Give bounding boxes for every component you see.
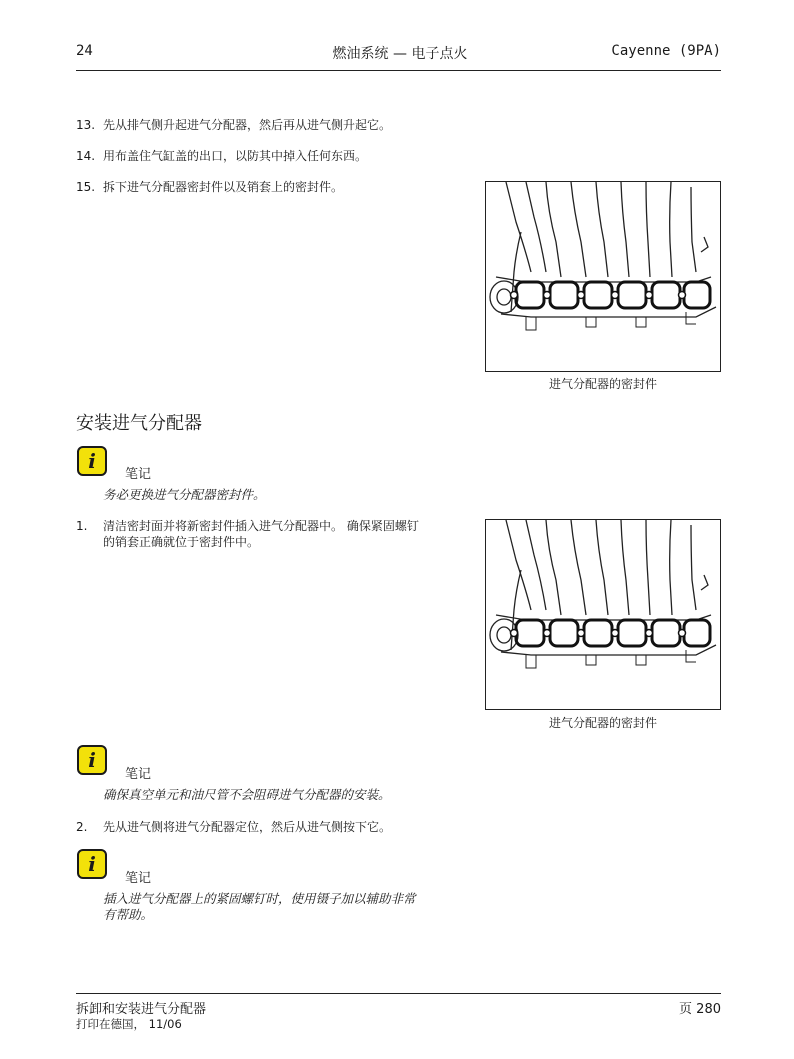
note-label: 笔记 (125, 767, 152, 782)
install-step-1 (76, 519, 476, 553)
step-14 (76, 149, 456, 165)
header-rule (76, 70, 721, 71)
step-number: 13. (76, 118, 96, 132)
section-title: 安装进气分配器 (76, 413, 202, 434)
step-15 (76, 180, 456, 196)
install-step-2 (76, 820, 476, 836)
figure-caption: 进气分配器的密封件 (548, 716, 657, 730)
intake-manifold-drawing (486, 182, 720, 371)
note-text-line1: 插入进气分配器上的紧固螺钉时，使用镊子加以辅助非常 (103, 891, 416, 906)
figure-caption: 进气分配器的密封件 (548, 377, 657, 391)
step-text-line1: 清洁密封面并将新密封件插入进气分配器中。 确保紧固螺钉 (103, 519, 419, 533)
step-13 (76, 118, 456, 134)
chapter-title: 燃油系统 — 电子点火 (332, 46, 468, 62)
print-info: 打印在德国， 11/06 (76, 1017, 182, 1031)
note-text: 务必更换进气分配器密封件。 (103, 487, 266, 502)
note-text: 确保真空单元和油尺管不会阻碍进气分配器的安装。 (103, 787, 391, 802)
page-number: 24 (76, 43, 93, 59)
intake-manifold-gasket-figure (485, 181, 721, 372)
intake-manifold-gasket-figure (485, 519, 721, 710)
model-name: Cayenne (9PA) (611, 43, 721, 59)
note-text-line2: 有帮助。 (103, 907, 154, 922)
step-text: 先从排气侧升起进气分配器，然后再从进气侧升起它。 (103, 118, 392, 132)
info-icon: i (77, 745, 107, 775)
info-icon: i (77, 849, 107, 879)
intake-manifold-drawing (486, 520, 720, 709)
page-label: 页 280 (679, 1002, 721, 1017)
step-text: 先从进气侧将进气分配器定位，然后从进气侧按下它。 (103, 820, 392, 834)
step-text: 用布盖住气缸盖的出口，以防其中掉入任何东西。 (103, 149, 368, 163)
info-icon: i (77, 446, 107, 476)
step-number: 2. (76, 820, 88, 834)
footer-title: 拆卸和安装进气分配器 (76, 1002, 207, 1017)
step-number: 15. (76, 180, 96, 194)
step-text: 拆下进气分配器密封件以及销套上的密封件。 (103, 180, 344, 194)
note-label: 笔记 (125, 467, 152, 482)
step-number: 1. (76, 519, 88, 533)
step-number: 14. (76, 149, 96, 163)
footer-rule (76, 993, 721, 994)
note-label: 笔记 (125, 871, 152, 886)
step-text-line2: 的销套正确就位于密封件中。 (103, 535, 260, 549)
